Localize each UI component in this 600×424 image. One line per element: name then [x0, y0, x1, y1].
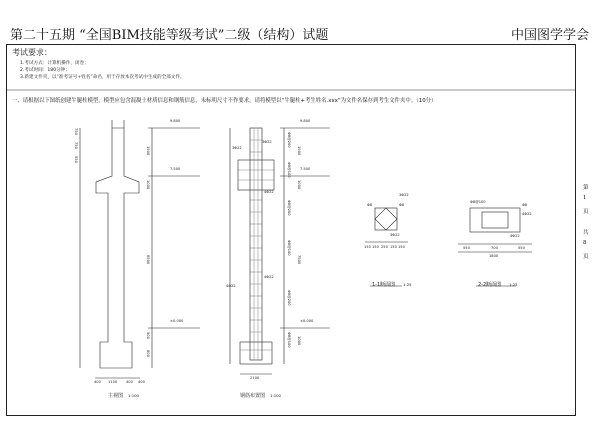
stirrup-label: Φ8@100 — [470, 200, 486, 204]
elevation-label: ±0.000 — [170, 319, 184, 323]
dimension-label: 1100 — [108, 380, 118, 384]
dimension-label: 1000 — [146, 180, 150, 190]
rebar-label: 4Φ22 — [510, 234, 520, 238]
dimension-label: 400 — [126, 380, 133, 384]
drawing-scale: 1:25 — [509, 282, 518, 287]
elevation-label: 7.500 — [170, 167, 181, 171]
dimension-label: 150 — [390, 245, 397, 249]
dimension-label: 700 — [491, 246, 498, 250]
dimension-label: 400 — [94, 380, 101, 384]
dimension-label: 150 — [372, 245, 379, 249]
rebar-label: 4Φ22 — [264, 275, 274, 279]
stirrup-label: Φ8@100 — [287, 332, 291, 348]
stirrup-label: Φ8@200 — [287, 290, 291, 306]
drawing-caption: 2-2断面图 — [478, 282, 502, 288]
elevation-label: 7.500 — [300, 167, 311, 171]
rebar-label: Φ8 — [367, 203, 373, 207]
rebar-label: 3Φ22 — [399, 193, 409, 197]
page-label: 页 — [583, 254, 589, 260]
rebar-label: 4Φ22 — [264, 190, 274, 194]
requirement-item: 3.新建文件夹，以“准考证号+姓名”命名，用于存放本次考试中生成的全部文件。 — [20, 75, 185, 80]
dimension-label: 500 — [146, 332, 150, 339]
dimension-label: 6500 — [146, 255, 150, 265]
dimension-label: 750 — [74, 128, 78, 135]
dimension-label: 2100 — [250, 376, 260, 380]
page-label: 第 — [583, 185, 589, 191]
dimension-label: 400 — [138, 380, 145, 384]
drawing-caption: 主视图 — [108, 393, 124, 399]
elevation-label: ±0.000 — [300, 319, 314, 323]
dimension-label: 1000 — [297, 336, 301, 346]
stirrup-label: Φ8@100 — [287, 240, 291, 256]
drawing-scale: 1:100 — [270, 393, 281, 398]
question-text: 一、请根据以下图纸创建牛腿柱模型，模型应包含混凝土材质信息和钢筋信息，未标明尺寸不作要求。请将模型以“牛腿柱+考生姓名.xxx”为文件名保存到考生文件夹中。（10分） — [12, 98, 437, 104]
drawing-scale: 1:100 — [128, 393, 139, 398]
dimension-label: 800 — [146, 350, 150, 357]
elevation-label: 9.800 — [170, 119, 181, 123]
dimension-label: 150 — [364, 245, 371, 249]
dimension-label: 1800 — [489, 254, 499, 258]
dimension-label: 1900 — [297, 146, 301, 156]
dimension-label: 550 — [463, 246, 470, 250]
rebar-label: 3Φ22 — [262, 140, 272, 144]
drawing-caption: 1-1断面图 — [372, 282, 396, 288]
drawing-scale: 1:25 — [403, 282, 412, 287]
dimension-label: 150 — [398, 245, 405, 249]
page-number: 1 — [583, 195, 587, 201]
rebar-label: Φ8 — [522, 203, 528, 207]
dimension-label: 550 — [74, 156, 78, 163]
requirements-title: 考试要求： — [12, 48, 52, 57]
organization-name: 中国图学学会 — [511, 28, 590, 43]
page-total: 8 — [583, 240, 587, 246]
dimension-label: 750 — [74, 142, 78, 149]
rebar-label: 4Φ22 — [226, 284, 236, 288]
stirrup-label: Φ8@200 — [287, 200, 291, 216]
page-label: 页 — [583, 209, 589, 215]
dimension-label: 1000 — [297, 180, 301, 190]
exam-title: 第二十五期 “全国BIM技能等级考试”二级（结构）试题 — [10, 28, 329, 43]
page-label: 共 — [583, 230, 589, 236]
stirrup-label: Φ8@200 — [287, 132, 291, 148]
rebar-label: Φ8 — [399, 203, 405, 207]
requirement-item: 2.考试时间：180分钟； — [20, 68, 70, 73]
dimension-label: 7500 — [297, 255, 301, 265]
stirrup-label: Φ8@100 — [287, 162, 291, 178]
dimension-label: 550 — [518, 246, 525, 250]
rebar-label: 3Φ22 — [232, 146, 242, 150]
rebar-label: 4Φ22 — [522, 212, 532, 216]
elevation-label: 9.800 — [300, 119, 311, 123]
dimension-label: 1900 — [146, 146, 150, 156]
requirement-item: 1.考试方式：计算机操作，闭卷； — [20, 61, 89, 66]
drawing-caption: 钢筋布置图 — [240, 393, 266, 399]
dimension-label: 250 — [381, 245, 388, 249]
rebar-label: 3Φ22 — [390, 233, 400, 237]
